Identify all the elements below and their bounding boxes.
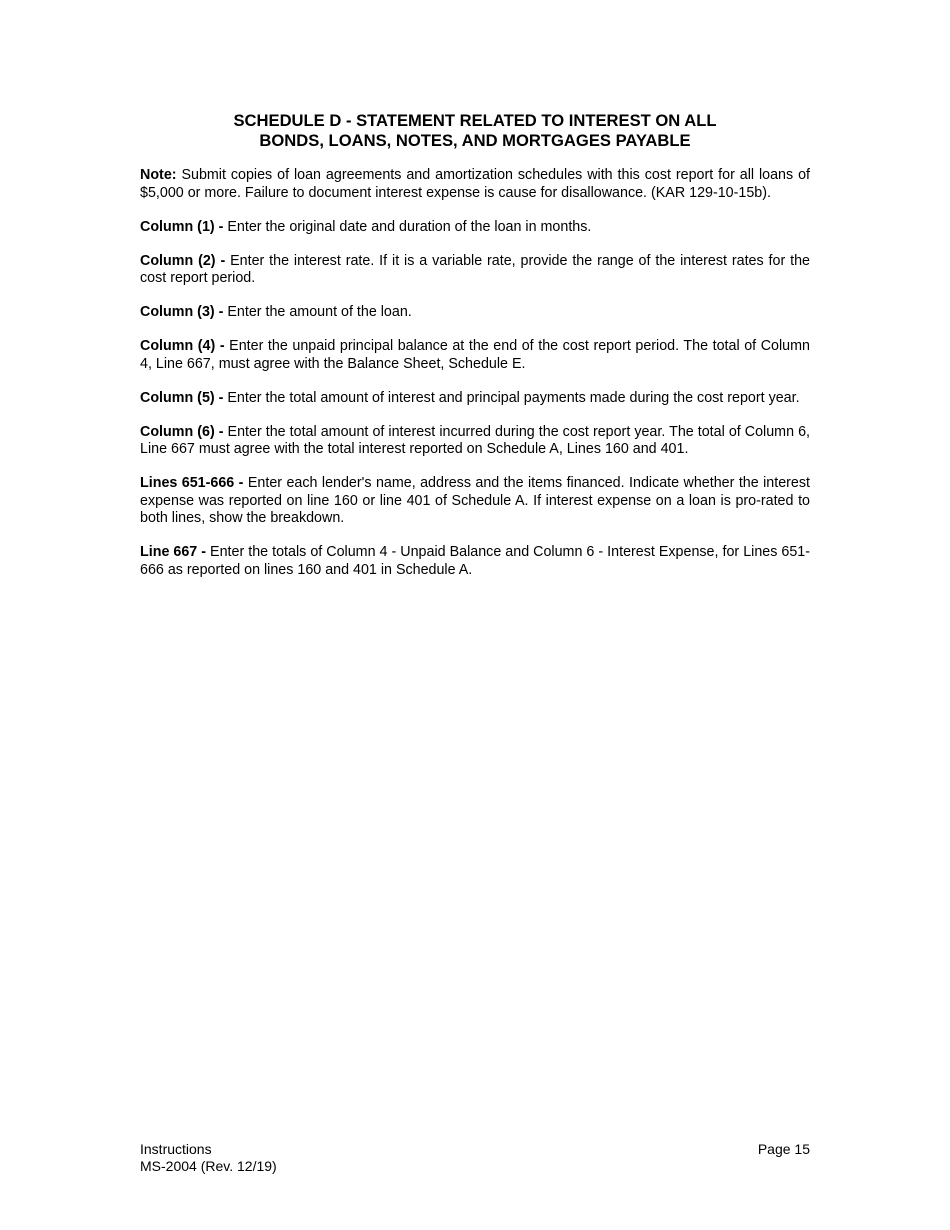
paragraph-text: Enter the interest rate. If it is a variable rate, provide the range of the interest rates for the cost report period. <box>140 252 810 286</box>
column-3-paragraph <box>140 304 810 322</box>
paragraph-text: Enter the amount of the loan. <box>223 304 412 320</box>
column-1-paragraph <box>140 219 810 237</box>
paragraph-text: Submit copies of loan agreements and amortization schedules with this cost report for all loans of $5,000 or more. Failure to document interest expense is cause for disallowance. (KAR 129-10-15b). <box>140 167 810 201</box>
paragraph-text: Enter the total amount of interest and principal payments made during the cost report year. <box>223 389 800 406</box>
line-667-paragraph <box>140 544 810 579</box>
note-paragraph <box>140 167 810 202</box>
page-title <box>140 111 810 151</box>
paragraph-label: Line 667 - <box>140 544 207 560</box>
paragraph-label: Note: <box>140 167 177 183</box>
lines-651-666-paragraph <box>140 475 810 528</box>
paragraph-text: Enter the totals of Column 4 - Unpaid Balance and Column 6 - Interest Expense, for Lines 651-666 as reported on lines 160 and 401 in Schedule A. <box>140 544 811 578</box>
paragraph-label: Column (2) - <box>140 252 226 269</box>
column-2-paragraph <box>140 253 810 288</box>
paragraph-text: Enter the unpaid principal balance at the end of the cost report period. The total of Column 4, Line 667, must agree with the Balance Sheet, Schedule E. <box>140 338 810 372</box>
column-6-paragraph <box>140 424 810 459</box>
footer-section: Instructions <box>140 1141 212 1157</box>
paragraph-text: Enter the original date and duration of the loan in months. <box>223 218 592 235</box>
column-4-paragraph <box>140 338 810 373</box>
title-line-2: BONDS, LOANS, NOTES, AND MORTGAGES PAYABLE <box>259 131 691 150</box>
footer-form-id: MS-2004 (Rev. 12/19) <box>140 1158 277 1174</box>
paragraph-label: Column (1) - <box>140 218 224 235</box>
paragraph-label: Column (4) - <box>140 338 225 354</box>
paragraph-text: Enter the total amount of interest incurred during the cost report year. The total of Column 6, Line 667 must agree with the total interest reported on Schedule A, Lines 160 and 401. <box>140 423 810 457</box>
footer-left <box>140 1141 277 1175</box>
paragraph-label: Lines 651-666 - <box>140 475 244 491</box>
page-body <box>140 111 810 596</box>
page-number: Page 15 <box>757 1141 810 1157</box>
paragraph-label: Column (6) - <box>140 423 224 440</box>
column-5-paragraph <box>140 390 810 408</box>
paragraph-label: Column (3) - <box>140 304 224 320</box>
paragraph-label: Column (5) - <box>140 389 224 406</box>
paragraph-text: Enter each lender's name, address and the items financed. Indicate whether the interest expense was reported on line 160 or line 401 of Schedule A. If interest expense on a loan is pro-rated to both lines, show the breakdown. <box>140 475 811 526</box>
title-line-1: SCHEDULE D - STATEMENT RELATED TO INTEREST ON ALL <box>233 111 717 130</box>
